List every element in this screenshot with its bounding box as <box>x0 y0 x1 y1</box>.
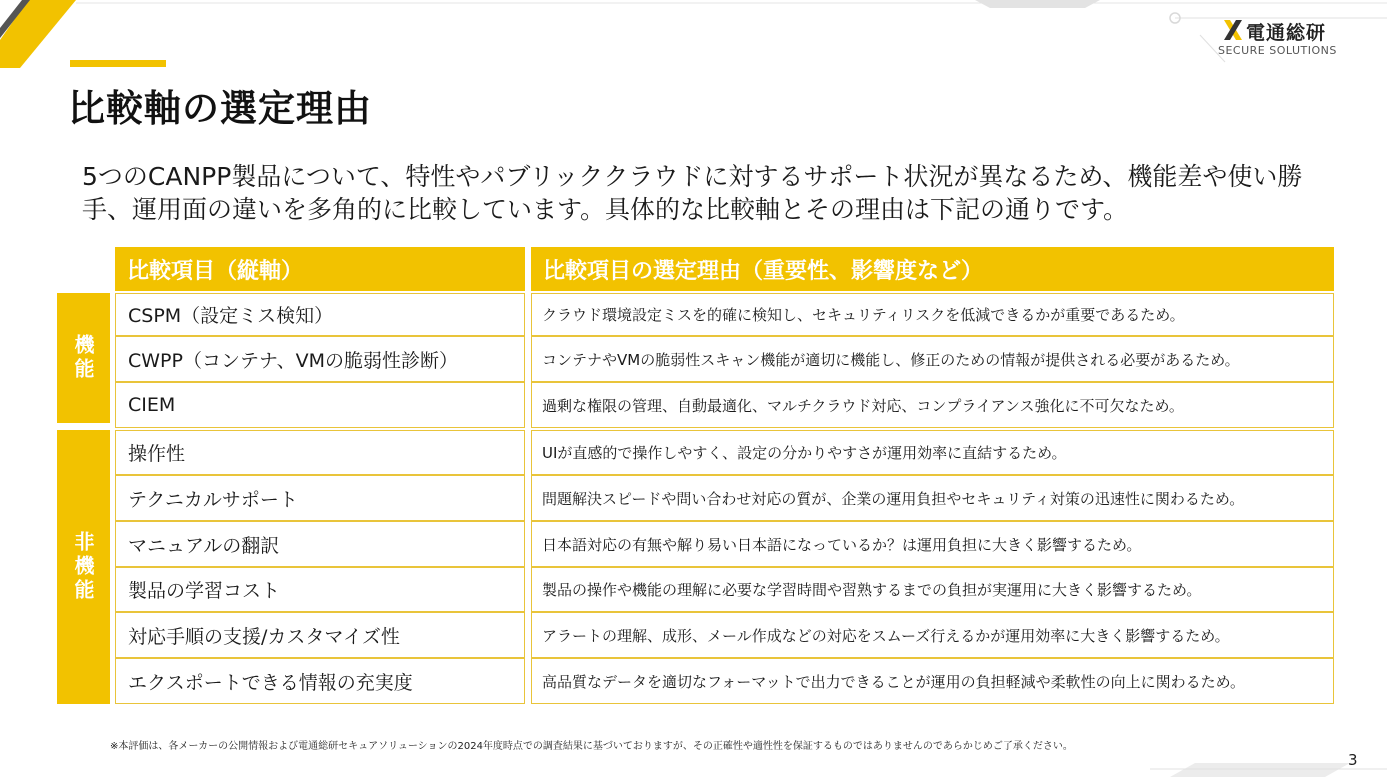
company-logo <box>1218 16 1358 60</box>
header-comparison-item: 比較項目（縦軸） <box>115 247 525 291</box>
row-reason: コンテナやVMの脆弱性スキャン機能が適切に機能し、修正のための情報が提供される必要があるため。 <box>531 336 1334 382</box>
row-item: テクニカルサポート <box>115 475 525 521</box>
header-selection-reason: 比較項目の選定理由（重要性、影響度など） <box>531 247 1334 291</box>
footnote: ※本評価は、各メーカーの公開情報および電通総研セキュアソリューションの2024年度時点での調査結果に基づいておりますが、その正確性や適性性を保証するものではありませんのであらかじめご了承ください。 <box>110 741 1073 752</box>
row-item: 操作性 <box>115 430 525 475</box>
row-reason: 問題解決スピードや問い合わせ対応の質が、企業の運用負担やセキュリティ対策の迅速性に関わるため。 <box>531 475 1334 521</box>
row-item: CIEM <box>115 382 525 428</box>
title-accent-bar <box>70 60 166 67</box>
row-reason: UIが直感的で操作しやすく、設定の分かりやすさが運用効率に直結するため。 <box>531 430 1334 475</box>
row-reason: 過剰な権限の管理、自動最適化、マルチクラウド対応、コンプライアンス強化に不可欠なため。 <box>531 382 1334 428</box>
row-item: 対応手順の支援/カスタマイズ性 <box>115 612 525 658</box>
row-item: CSPM（設定ミス検知） <box>115 293 525 336</box>
row-item: マニュアルの翻訳 <box>115 521 525 567</box>
row-reason: 高品質なデータを適切なフォーマットで出力できることが運用の負担軽減や柔軟性の向上に関わるため。 <box>531 658 1334 704</box>
lead-paragraph: 5つのCANPP製品について、特性やパブリッククラウドに対するサポート状況が異なるため、機能差や使い勝手、運用面の違いを多角的に比較しています。具体的な比較軸とその理由は下記の通りです。 <box>82 162 1303 224</box>
logo-mark-icon <box>1222 18 1244 42</box>
row-reason: クラウド環境設定ミスを的確に検知し、セキュリティリスクを低減できるかが重要であるため。 <box>531 293 1334 336</box>
row-item: エクスポートできる情報の充実度 <box>115 658 525 704</box>
row-item: 製品の学習コスト <box>115 567 525 612</box>
page-title: 比較軸の選定理由 <box>68 87 372 130</box>
row-item: CWPP（コンテナ、VMの脆弱性診断） <box>115 336 525 382</box>
page-number: 3 <box>1348 751 1358 769</box>
logo-text-en: SECURE SOLUTIONS <box>1218 44 1337 57</box>
row-reason: アラートの理解、成形、メール作成などの対応をスムーズ行えるかが運用効率に大きく影響するため。 <box>531 612 1334 658</box>
group-label-functional: 機能 <box>57 293 110 423</box>
row-reason: 日本語対応の有無や解り易い日本語になっているか？は運用負担に大きく影響するため。 <box>531 521 1334 567</box>
row-reason: 製品の操作や機能の理解に必要な学習時間や習熟するまでの負担が実運用に大きく影響するため。 <box>531 567 1334 612</box>
corner-decoration <box>0 0 1387 70</box>
logo-text-jp: 電通総研 <box>1246 22 1327 44</box>
group-label-non-functional: 非機能 <box>57 430 110 704</box>
